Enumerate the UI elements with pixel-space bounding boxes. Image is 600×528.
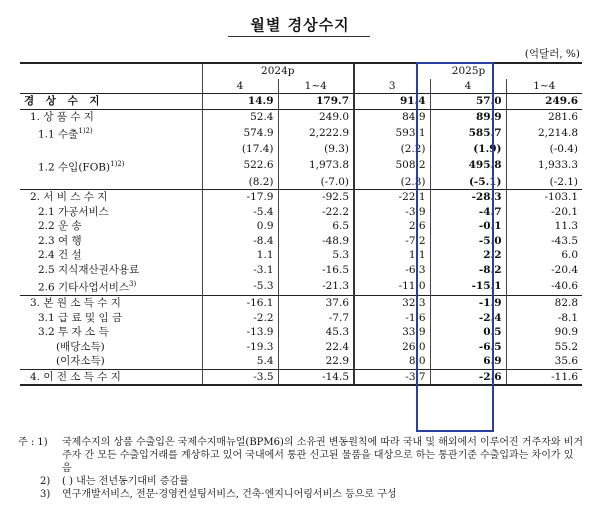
- cell-value: -0.1: [430, 219, 506, 234]
- cell-value: 45.3: [278, 325, 354, 340]
- cell-value: (2.2): [354, 142, 430, 157]
- cell-value: 35.6: [506, 354, 582, 369]
- cell-value: (9.3): [278, 142, 354, 157]
- cell-value: -16.5: [278, 263, 354, 278]
- cell-value: 22.9: [278, 354, 354, 369]
- cell-value: 495.8: [430, 157, 506, 175]
- cell-value: 179.7: [278, 94, 354, 110]
- header-year-2025: 2025p: [354, 63, 582, 79]
- footnote-1-text: 국제수지의 상품 수출입은 국제수지매뉴얼(BPM6)의 소유권 변동원칙에 따라 국내 및 해외에서 이루어진 거주자와 비거주자 간 모든 수출입거래를 계상하고 있어 국내에서 통관 신고된 물품을 대상으로 하는 통관기준 수출입과는 차이가 있음: [62, 437, 583, 474]
- cell-value: 26.0: [354, 340, 430, 355]
- cell-value: 522.6: [202, 157, 278, 175]
- table-row: [20, 219, 582, 234]
- unit-label: (억달러, %): [524, 48, 580, 60]
- row-label: 4. 이 전 소 득 수 지: [20, 369, 202, 385]
- current-account-table: [20, 62, 582, 386]
- cell-value: (-7.0): [278, 175, 354, 190]
- header-row-years: [20, 63, 582, 79]
- cell-value: -5.4: [202, 205, 278, 220]
- footnote-1: [18, 436, 583, 475]
- cell-value: -48.9: [278, 234, 354, 249]
- cell-value: -7.7: [278, 311, 354, 326]
- cell-value: -4.7: [430, 205, 506, 220]
- cell-value: 33.9: [354, 325, 430, 340]
- cell-value: 585.7: [430, 124, 506, 142]
- row-label: 3. 본 원 소 득 수 지: [20, 296, 202, 311]
- cell-value: 574.9: [202, 124, 278, 142]
- cell-value: 55.2: [506, 340, 582, 355]
- cell-value: 52.4: [202, 109, 278, 124]
- cell-value: 1.1: [354, 248, 430, 263]
- header-col: 3: [354, 79, 430, 94]
- cell-value: (17.4): [202, 142, 278, 157]
- footnote-2-text: ( ) 내는 전년동기대비 증감률: [62, 476, 189, 487]
- table-row: [20, 340, 582, 355]
- cell-value: 22.4: [278, 340, 354, 355]
- cell-value: -13.9: [202, 325, 278, 340]
- cell-value: -19.3: [202, 340, 278, 355]
- table-row: [20, 157, 582, 175]
- cell-value: -16.1: [202, 296, 278, 311]
- footnote-ref: 1)2): [78, 127, 93, 135]
- table-row: [20, 190, 582, 205]
- cell-value: 11.3: [506, 219, 582, 234]
- row-label: 2.6 기타사업서비스$^{3)}$: [38, 280, 137, 294]
- cell-value: -92.5: [278, 190, 354, 205]
- cell-value: -22.2: [278, 205, 354, 220]
- header-col: 1~4: [278, 79, 354, 94]
- cell-value: 281.6: [506, 109, 582, 124]
- cell-value: -20.1: [506, 205, 582, 220]
- cell-value: 6.9: [430, 354, 506, 369]
- header-col: 4: [202, 79, 278, 94]
- cell-value: 0.9: [202, 219, 278, 234]
- cell-value: 37.6: [278, 296, 354, 311]
- table-row: [20, 311, 582, 326]
- header-col: 4: [430, 79, 506, 94]
- cell-value: 5.4: [202, 354, 278, 369]
- table-row: [20, 325, 582, 340]
- cell-value: 82.8: [506, 296, 582, 311]
- table-row: [20, 124, 582, 142]
- footnote-2: [18, 475, 583, 488]
- cell-value: 2.6: [354, 219, 430, 234]
- table-row: [20, 369, 582, 385]
- cell-value: (1.9): [430, 142, 506, 157]
- cell-value: 593.1: [354, 124, 430, 142]
- cell-value: -5.0: [430, 234, 506, 249]
- cell-value: -8.1: [506, 311, 582, 326]
- row-label: 2. 서 비 스 수 지: [20, 190, 202, 205]
- cell-value: 6.5: [278, 219, 354, 234]
- cell-value: (-0.4): [506, 142, 582, 157]
- table-row: [20, 94, 582, 110]
- cell-value: 90.9: [506, 325, 582, 340]
- page-title: 월별 경상수지: [250, 16, 350, 34]
- row-label: 3.1 급 료 및 임 금: [38, 311, 123, 324]
- row-label: 1.2 수입(FOB)$^{1)2)}$: [38, 159, 125, 173]
- row-label: (이자소득): [56, 355, 105, 367]
- row-label: 2.4 건 설: [38, 249, 82, 261]
- cell-value: 1.1: [202, 248, 278, 263]
- cell-value: (8.2): [202, 175, 278, 190]
- footnote-ref: 1)2): [110, 159, 125, 168]
- cell-value: 6.0: [506, 248, 582, 263]
- cell-value: -28.3: [430, 190, 506, 205]
- cell-value: -43.5: [506, 234, 582, 249]
- cell-value: -1.6: [354, 311, 430, 326]
- footnote-3-text: 연구개발서비스, 전문·경영컨설팅서비스, 건축·엔지니어링서비스 등으로 구성: [62, 489, 397, 500]
- cell-value: 249.6: [506, 94, 582, 110]
- cell-value: 2.2: [430, 248, 506, 263]
- row-label: 경 상 수 지: [20, 94, 202, 110]
- cell-value: -2.4: [430, 311, 506, 326]
- row-label: 2.2 운 송: [38, 220, 82, 232]
- cell-value: -3.7: [354, 369, 430, 385]
- row-label: 2.5 지식재산권사용료: [38, 263, 140, 276]
- cell-value: -21.3: [278, 277, 354, 296]
- table-row: [20, 205, 582, 220]
- cell-value: 91.4: [354, 94, 430, 110]
- table-row: [20, 277, 582, 296]
- cell-value: (-5.1): [430, 175, 506, 190]
- table-row: [20, 248, 582, 263]
- cell-value: 1,973.8: [278, 157, 354, 175]
- cell-value: 1,933.3: [506, 157, 582, 175]
- cell-value: 2,214.8: [506, 124, 582, 142]
- cell-value: 0.5: [430, 325, 506, 340]
- cell-value: 57.0: [430, 94, 506, 110]
- table-row: [20, 263, 582, 278]
- row-label: 1.1 수출$^{1)2)}$: [38, 127, 93, 141]
- footnote-prefix: 주 : 1): [18, 437, 48, 448]
- cell-value: 5.3: [278, 248, 354, 263]
- cell-value: (2.3): [354, 175, 430, 190]
- cell-value: -22.1: [354, 190, 430, 205]
- row-label: 2.1 가공서비스: [38, 205, 109, 218]
- title-underline: [228, 36, 370, 37]
- cell-value: -6.3: [354, 263, 430, 278]
- footnote-3-mark: 3): [40, 489, 51, 500]
- header-row-periods: [20, 79, 582, 94]
- cell-value: 89.9: [430, 109, 506, 124]
- cell-value: 14.9: [202, 94, 278, 110]
- footnote-3: [18, 488, 583, 501]
- table-row: [20, 109, 582, 124]
- row-label: [20, 142, 202, 157]
- cell-value: -8.2: [430, 263, 506, 278]
- cell-value: 84.9: [354, 109, 430, 124]
- row-label: 2.3 여 행: [38, 234, 82, 247]
- cell-value: -40.6: [506, 277, 582, 296]
- cell-value: -11.0: [354, 277, 430, 296]
- row-label: 3.2 투 자 소 득: [38, 326, 109, 338]
- row-label: (배당소득): [56, 340, 105, 353]
- footnote-2-mark: 2): [40, 476, 51, 487]
- cell-value: 8.0: [354, 354, 430, 369]
- table-row: [20, 175, 582, 190]
- cell-value: (-2.1): [506, 175, 582, 190]
- table-row: [20, 354, 582, 369]
- cell-value: 2,222.9: [278, 124, 354, 142]
- cell-value: -5.3: [202, 277, 278, 296]
- cell-value: -1.9: [430, 296, 506, 311]
- cell-value: -3.1: [202, 263, 278, 278]
- table-row: [20, 142, 582, 157]
- cell-value: -2.2: [202, 311, 278, 326]
- cell-value: -17.9: [202, 190, 278, 205]
- cell-value: -7.2: [354, 234, 430, 249]
- footnote-ref: 3): [129, 280, 137, 288]
- row-label: [20, 175, 202, 190]
- cell-value: 32.3: [354, 296, 430, 311]
- cell-value: 508.2: [354, 157, 430, 175]
- row-label: 1. 상 품 수 지: [20, 109, 202, 124]
- cell-value: -20.4: [506, 263, 582, 278]
- cell-value: -2.6: [430, 369, 506, 385]
- header-blank: [20, 63, 202, 79]
- cell-value: -6.5: [430, 340, 506, 355]
- cell-value: -15.1: [430, 277, 506, 296]
- header-blank: [20, 79, 202, 94]
- cell-value: -103.1: [506, 190, 582, 205]
- cell-value: -3.5: [202, 369, 278, 385]
- cell-value: -14.5: [278, 369, 354, 385]
- table-row: [20, 234, 582, 249]
- footnotes: [18, 436, 583, 501]
- cell-value: -11.6: [506, 369, 582, 385]
- header-year-2024: 2024p: [202, 63, 354, 79]
- cell-value: -3.9: [354, 205, 430, 220]
- header-col: 1~4: [506, 79, 582, 94]
- cell-value: -8.4: [202, 234, 278, 249]
- table-row: [20, 296, 582, 311]
- cell-value: 249.0: [278, 109, 354, 124]
